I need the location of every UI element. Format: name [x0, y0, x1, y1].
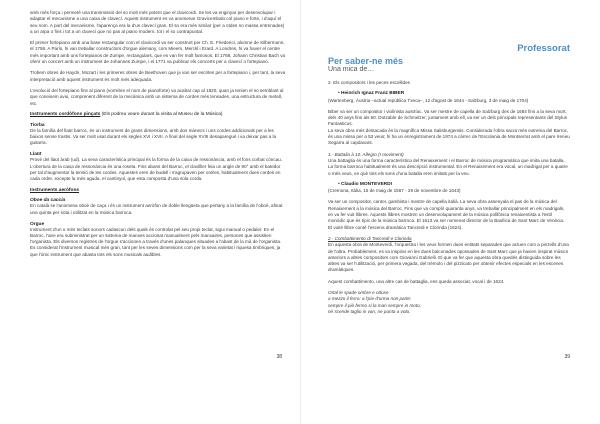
- piece-text: Aquest combattimento, una altre cas de battaglia, ens queda associat, vocal i de 1624.: [328, 278, 505, 284]
- paragraph: Trobem obres de Haydn, Mozart i les primeres obres de Beethoven que ja van ser escrites per a fortepiano i, per tant, la seva interpretació amb aquest instrument és molt més adequada.: [30, 70, 286, 82]
- composer-text: La seva obra més destacada és la magnífica Missa Salisburgensis. Considerada l'obra sacra més extrema del Barroc, és una missa per a 53 veus; hi ha un enregistrament de 1974 a càrrec de l'Escolania de Montserrat amb el pare Ireneu Segarra al capdavant.: [328, 127, 570, 146]
- composer-text: El vuitè llibre conté l'escena dramàtica Tancredi e Clorinda (1624).: [328, 224, 463, 230]
- oboe-title: Oboe da caccia: [30, 198, 66, 204]
- heading-note: (Els podreu veure durant la visita al Museu de la Música): [100, 112, 223, 118]
- composer-name: • Claudio MONTEVERDI: [338, 182, 570, 188]
- page-subtitle: Una mica de…: [328, 66, 375, 73]
- piece-text: Una battaglia és una forma característica del Renaixement i el Barroc de música programàtica que imita una batalla. La forma barroca habitualment és una descripció instrumental. En el Renaixement era vocal, un madrigal per a quatre o més veus, en què tots els sons d'una batalla eren imitats per la veu.: [328, 157, 568, 176]
- orgue-title: Orgue: [30, 221, 45, 227]
- llaut-title: Llaüt: [30, 152, 42, 158]
- composer-dates: (Cremona, Itàlia, 15 de maig de 1567 - 29 de novembre de 1643): [328, 188, 461, 194]
- section-heading: [30, 112, 286, 117]
- composer-dates: (Wartenberg, Àustria –actual república Txeca–, 12 d'agost de 1644 - Salzburg, 3 de maig de 1704): [328, 97, 529, 103]
- verse-line: a mezzo il ferro: a l'pìe d'orma non parte:: [328, 296, 412, 302]
- oboe-text: En català se l'anomena oboè de caça i és un instrument aeròfon de doble llengüeta que pertany a la família de l'oboè, afinat una quinta per sota i utilitzat en la música barroca.: [30, 203, 283, 215]
- composer-text: Va ser un compositor, cantor, gambista i mestre de capella italià. La seva obra assenyala el pas de la música del Renaixement a la música del Barroc. Fins que va complir quaranta anys, va treballar principalment en els madrigals, en va fer vuit llibres. Aquests llibres mostren un desenvolupament de la música polifònica renaixentista a l'estil monòdic que és típic de la música barroca. El 1613 va ser nomenat director de la Basílica de Sant Marc de Venècia.: [328, 199, 565, 224]
- paragraph: L'evolució del fortepiano fins al piano (vorrebre el nom de pianoforte) va acabar cap al 1820, quan ja tenien el so semblant al que coneixem avui, comprenent diferent de la mecànica amb un sistema de cordes més tensades, una estructura de metall, etc.: [30, 87, 284, 106]
- right-page: [300, 0, 600, 424]
- section-label: Professorat: [517, 43, 570, 54]
- page-number: 39: [564, 354, 570, 360]
- verse-line: Ortal le spade ombre e ottuse: [328, 290, 389, 296]
- verse-line: sempre il piè fermo si la man sempre in moto,: [328, 302, 421, 308]
- llaut-text: Prové del llaüt àrab (ud). La seva característica principal és la forma de la caixa de ressonància, amb el fons corbat cóncau. L'obertura de la caixa de ressonància és una roseta. Fins abans del Barroc, el clavilller feia un angle de 90° amb el batedor per tal d'augmentar la tensió de les cordes. Aquestes eren de budell i s'agrupaven per ordres, habitualment dues cordes en cada ordre, excepte la més aguda, el cantinyol, que esta composta d'una sola corda.: [30, 157, 283, 182]
- piece-text: En aquesta obra de Monteverdi, l'orquestra i les veus formen dues entitats separades que actuen com a pinzells d'una de l'altra. Probablement, es va inspirar en les dues balconades opossades de Sant Marc que ja havien inspirat músics anteriors a altres compositors com Giovanni Gabrielli. El que va fer que aquesta obra quedés distinguida sobre les altres va ser l'utilització, per primera vegada, del trèmolo i del pizzicato per obtenir efectes especials en les escenes dramàtiques.: [328, 242, 569, 273]
- page-title: Per saber-ne més: [328, 56, 404, 66]
- page-number: 38: [276, 354, 282, 360]
- composer-name: • Heinrich Ignaz Franz BIBER: [338, 91, 570, 97]
- paragraph: El primer fortepiano amb una base rectangular com el clavicordi va ser construït per Ch. E. Friederici, alumne de Silbermann, el 1758. A París, hi van treballar constructors d'orgue alemany, com Mieers, Merckl i Erard. A Londres, hi va haver el centre més important amb uns fortepianos de Zumpe, rectangulars, que es van fer molt famosos. El 1768, Johann Christian Bach va oferir un concert amb un instrument de Johannes Zumpe, i el 1771 va publicar els concerts per a clavecí o fortepiano.: [30, 40, 286, 65]
- orgue-text: Instrument d'un o més teclats sonors cadascun dels quals és controlat pel seu propi teclat, sigui manual o pedaler. En el Barroc, l'aire era subministrat per un sistema de manxes accionat manualment pels manxaires, persones que assistien l'organista. Els diversos registres de l'orgue s'accionen a través d'unes palanques situades a l'abast de la mà de l'organista. Es considerat l'instrument musical més gran, tant per les seves dimensions com per la seva varietat i riquesa tímbriques, ja que l'únic instrument que abasta tots els sons musicals audibles.: [30, 226, 282, 257]
- heading-pincats: Instruments cordòfons pinçats: [30, 112, 101, 118]
- paragraph: amb més força i permetè una transmissió del so molt més potent que el clavicordi. Se les va enginyar per desenvolupar i adaptar el mecanisme a una caixa de clavecí. Aquest instrument es va anomenar Gravicembalo col piano e forte, i d'aquí el seu nom. A part del mecanisme, l'aparença era la d'un clavecí gran. El so era més similar (per a oïdes no massa entrenades) a un arpa o fins i tot a un clavecí que no pas al piano modern, tot i el so contrapuntal.: [30, 10, 285, 34]
- piece-line: 1.- Battalia à 10. Allegro (I moviment): [328, 151, 404, 157]
- aeris-heading: Instruments aeròfons: [30, 187, 80, 193]
- composer-text: Biber va ser un compositor i violinista austríac. Va ser mestre de capella de Salzburg des de 1684 fins a la seva mort, dels 40 anys fins als 60. Dotzable de Schmelzer; juntament amb ell, va ser un dels principals representants del Stylus Fantasticus.: [328, 108, 567, 127]
- piece-line: 2.- Combattimento di Tancredi e Clorinda: [328, 235, 412, 241]
- verse: [328, 290, 570, 315]
- tiorba-title: Tiorba: [30, 122, 45, 128]
- tiorba-text: De la família del llaüt barroc, és un instrument de grans dimensions, amb dos mànecs i uns cordes addicionals per a les baixos sense trastis. Va ser molt usat durant els segles XVI i XVII. A final del segle XVIII desapareguè i va deixar pas a la guitarra.: [30, 127, 277, 146]
- intro: 2. Els compositors i les peces escollides: [328, 80, 410, 85]
- verse-line: nè scende taglio in van, ne punta a voto.: [328, 308, 411, 314]
